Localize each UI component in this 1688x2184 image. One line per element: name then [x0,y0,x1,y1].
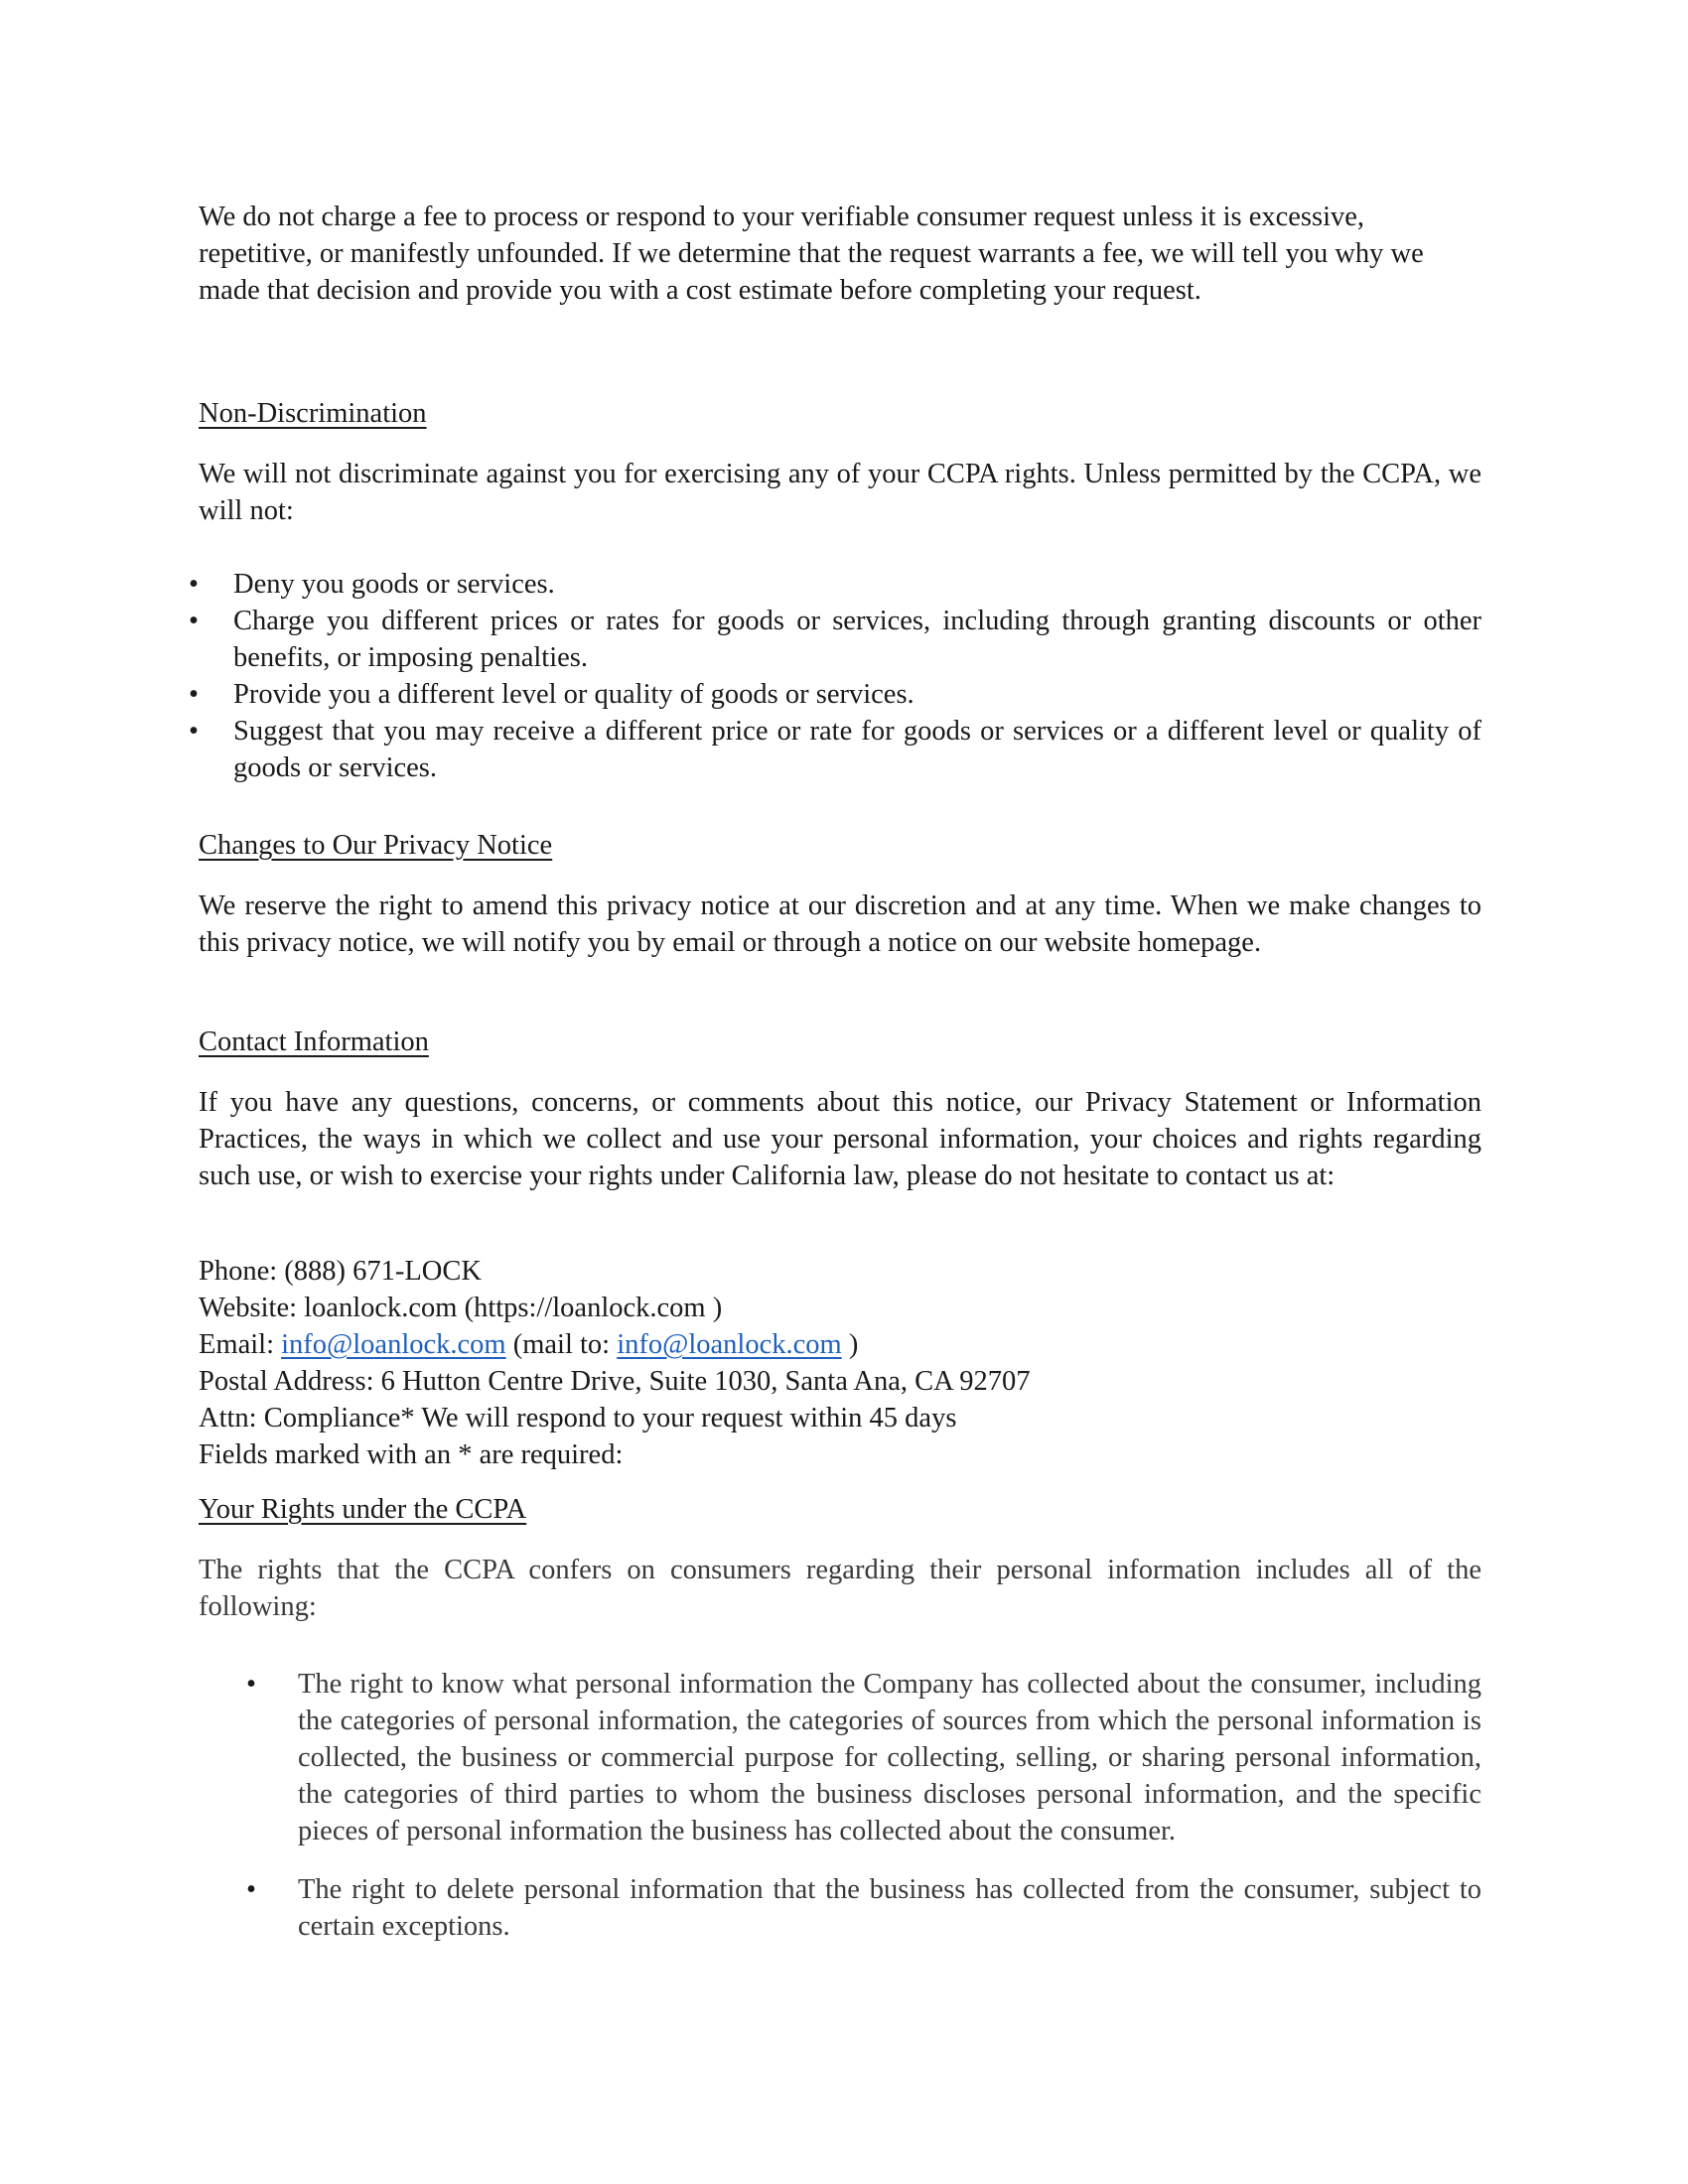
non-discrimination-intro: We will not discriminate against you for exercising any of your CCPA rights. Unless permitted by the CCPA, we will not: [199,459,1481,526]
list-item: • Deny you goods or services. [184,566,1481,603]
rights-heading: Your Rights under the CCPA [199,1494,527,1525]
mailto-label: (mail to: [505,1329,618,1360]
list-item: • Charge you different prices or rates for goods or services, including through granting discounts or other benefits, or imposing penalties. [184,603,1481,676]
contact-email [199,1326,1481,1363]
changes-body: We reserve the right to amend this privacy notice at our discretion and at any time. When we make changes to this privacy notice, we will notify you by email or through a notice on our website homepage. [199,890,1481,958]
contact-body: If you have any questions, concerns, or comments about this notice, our Privacy Statement or Information Practices, the ways in which we collect and use your personal information, your choices and rights regarding such use, or wish to exercise your rights under California law, please do not hesitate to contact us at: [199,1087,1481,1191]
fee-paragraph: We do not charge a fee to process or respond to your verifiable consumer request unless it is excessive, repetitive, or manifestly unfounded. If we determine that the request warrants a fee, we will tell you why we made that decision and provide you with a cost estimate before completing your request. [199,202,1424,306]
contact-heading: Contact Information [199,1026,429,1057]
changes-heading: Changes to Our Privacy Notice [199,830,553,861]
contact-attn: Attn: Compliance* We will respond to your request within 45 days [199,1403,957,1433]
contact-details [199,1253,1481,1473]
list-item: • The right to delete personal information that the business has collected from the consumer, subject to certain exceptions. [238,1871,1481,1945]
non-discrimination-list [184,566,1481,786]
email-suffix: ) [841,1329,859,1360]
email-link[interactable]: info@loanlock.com [281,1329,506,1360]
list-item: • Suggest that you may receive a different price or rate for goods or services or a different level or quality of goods or services. [184,713,1481,786]
rights-intro: The rights that the CCPA confers on consumers regarding their personal information includes all of the following: [199,1555,1481,1622]
list-item: • Provide you a different level or quality of goods or services. [184,676,1481,713]
email-label: Email: [199,1329,282,1360]
contact-website: Website: loanlock.com (https://loanlock.com ) [199,1293,723,1323]
non-discrimination-heading: Non-Discrimination [199,398,427,429]
rights-list [238,1666,1481,1967]
mailto-link[interactable]: info@loanlock.com [617,1329,842,1360]
fields-note: Fields marked with an * are required: [199,1439,624,1470]
contact-phone: Phone: (888) 671-LOCK [199,1256,482,1287]
list-item: • The right to know what personal information the Company has collected about the consumer, including the categories of personal information, the categories of sources from which the personal information is collected, the business or commercial purpose for collecting, selling, or sharing personal information, the categories of third parties to whom the business discloses personal information, and the specific pieces of personal information the business has collected about the consumer. [238,1666,1481,1849]
contact-postal: Postal Address: 6 Hutton Centre Drive, Suite 1030, Santa Ana, CA 92707 [199,1366,1031,1397]
